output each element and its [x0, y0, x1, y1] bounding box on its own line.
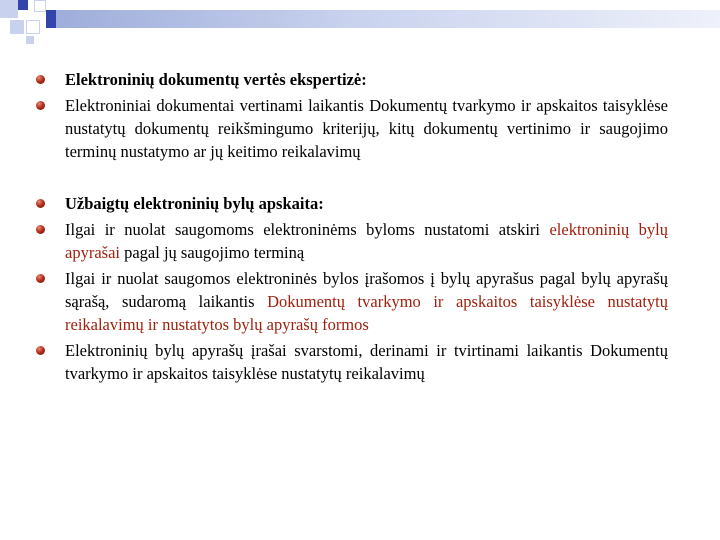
slide-content — [36, 68, 668, 388]
decor-square-7 — [26, 36, 34, 44]
decor-square-4 — [46, 10, 56, 28]
decor-square-3 — [34, 0, 46, 12]
decor-square-1 — [0, 0, 18, 18]
section-2-item-2 — [36, 267, 668, 336]
header-gradient-bar — [56, 10, 720, 28]
text-part: Elektroniniai dokumentai vertinami laikantis Dokumentų tvarkymo ir apskaitos taisyklėse nustatytų dokumentų reikšmingumo kriterijų, kitų dokumentų vertinimo ir saugojimo terminų nustatymo ar jų keitimo reikalavimų — [65, 96, 668, 161]
highlighted-text-part: elektroninių bylų apyrašai — [65, 220, 668, 262]
bullet-icon — [36, 101, 45, 110]
section-2-item-3 — [36, 339, 668, 385]
text-part: Ilgai ir nuolat saugomoms elektroninėms byloms nustatomi atskiri — [65, 220, 550, 239]
decor-square-5 — [10, 20, 24, 34]
item-text — [65, 94, 668, 163]
bullet-icon — [36, 346, 45, 355]
decor-square-6 — [26, 20, 40, 34]
text-part: Ilgai ir nuolat saugomos elektroninės bylos įrašomos į bylų apyrašus pagal bylų apyrašų sąrašą, sudaromą laikantis — [65, 269, 668, 311]
text-part: pagal jų saugojimo terminą — [119, 243, 305, 262]
section-heading: Elektroninių dokumentų vertės ekspertizė: — [65, 70, 367, 89]
bullet-icon — [36, 274, 45, 283]
section-heading: Užbaigtų elektroninių bylų apskaita: — [65, 194, 324, 213]
bullet-icon — [36, 75, 45, 84]
highlighted-text-part: Dokumentų tvarkymo ir apskaitos taisyklėse nustatytų reikalavimų ir nustatytos bylų apyrašų formos — [65, 292, 668, 334]
section-2-heading-item — [36, 192, 668, 215]
section-2-item-1 — [36, 218, 668, 264]
section-spacer — [36, 166, 668, 192]
text-part: Elektroninių bylų apyrašų įrašai svarstomi, derinami ir tvirtinami laikantis Dokumentų tvarkymo ir apskaitos taisyklėse nustatytų reikalavimų — [65, 341, 668, 383]
section-1-heading-item — [36, 68, 668, 91]
section-1-item-1 — [36, 94, 668, 163]
item-text — [65, 267, 668, 336]
bullet-icon — [36, 225, 45, 234]
item-text — [65, 218, 668, 264]
item-text — [65, 339, 668, 385]
decor-square-2 — [18, 0, 28, 10]
bullet-icon — [36, 199, 45, 208]
